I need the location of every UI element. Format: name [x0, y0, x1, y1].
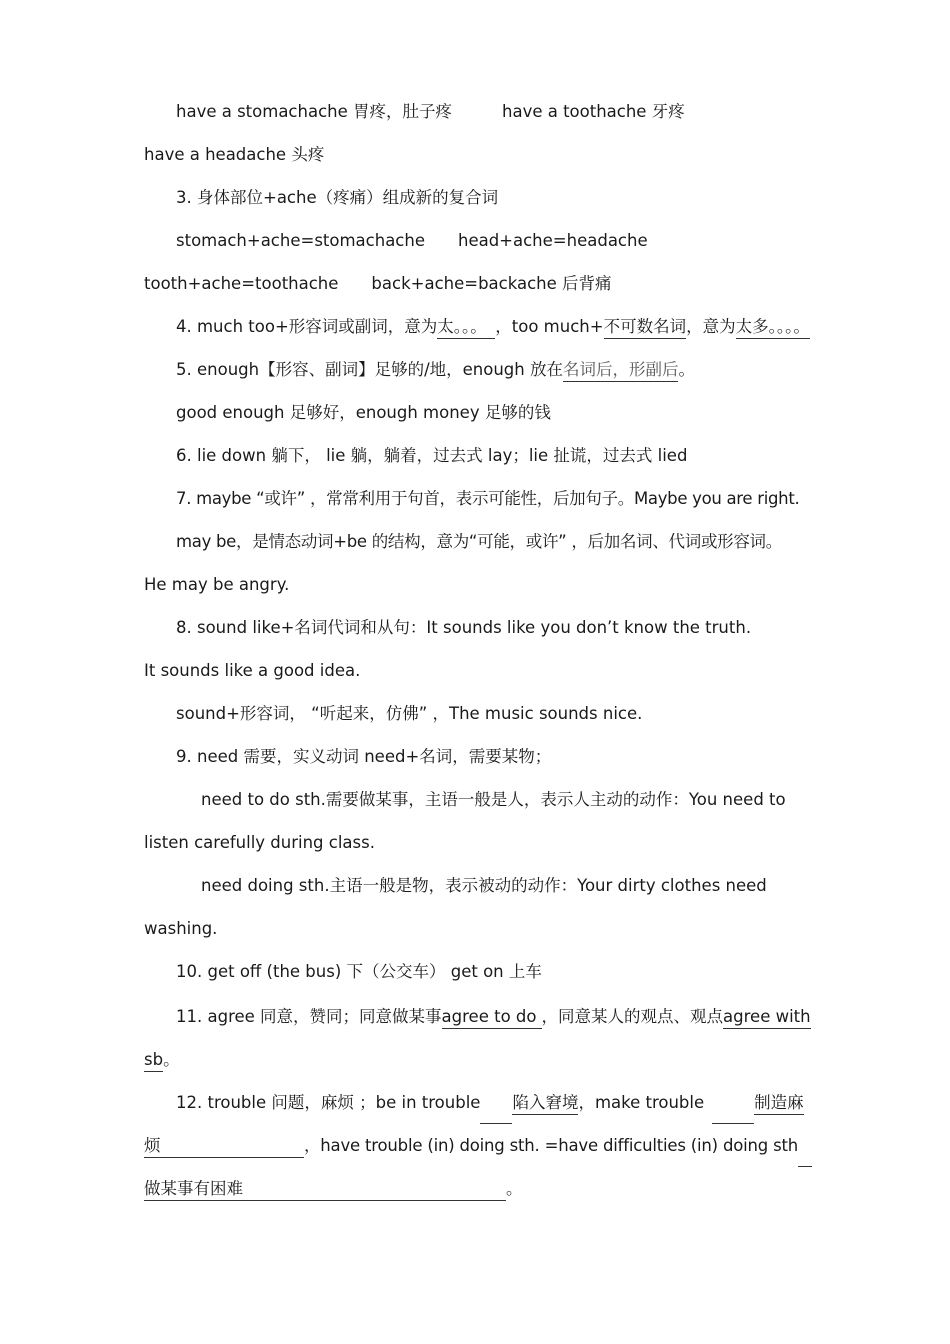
text-line: washing.	[144, 919, 218, 938]
phrase-stomachache: have a stomachache 胃疼，肚子疼	[176, 102, 452, 121]
numbered-item-6: 6. lie down 躺下， lie 躺，躺着，过去式 lay；lie 扯谎，过去式 lied	[176, 446, 688, 465]
blank-line	[798, 1144, 812, 1167]
answer-underline: 名词后，形副后	[563, 359, 679, 382]
text-line: He may be angry.	[144, 575, 290, 594]
text-line: 做某事有困难 。	[144, 1167, 812, 1210]
numbered-item-7: 7. maybe “或许” ，常常利用于句首，表示可能性，后加句子。Maybe you are right.	[176, 489, 800, 508]
numbered-item-8: 8. sound like+名词代词和从句：It sounds like you don’t know the truth.	[176, 618, 752, 637]
blank-line	[712, 1101, 754, 1124]
answer-underline: sb	[144, 1049, 163, 1072]
answer-underline: 太。。。	[437, 316, 495, 339]
text-line: good enough 足够好，enough money 足够的钱	[176, 403, 551, 422]
text-line: need doing sth.主语一般是物，表示被动的动作：Your dirty clothes need	[201, 876, 767, 895]
answer-underline: agree with	[723, 1006, 811, 1029]
phrase-toothache: have a toothache 牙疼	[502, 102, 685, 121]
answer-underline: 陷入窘境	[512, 1092, 578, 1115]
text-line: stomach+ache=stomachache head+ache=headache	[176, 231, 648, 250]
answer-underline: 做某事有困难	[144, 1178, 506, 1201]
numbered-item-5: 5. enough【形容、副词】足够的/地，enough 放在名词后，形副后。	[144, 348, 844, 391]
numbered-item-4: 4. much too+形容词或副词，意为太。。。 ，too much+不可数名词，意为太多。。。。	[144, 305, 844, 348]
text-line: sound+形容词， “听起来，仿佛” ，The music sounds nice.	[176, 704, 643, 723]
text-line	[144, 90, 844, 133]
answer-underline: 不可数名词	[604, 316, 687, 339]
text-line: listen carefully during class.	[144, 833, 375, 852]
numbered-item-3: 3. 身体部位+ache（疼痛）组成新的复合词	[176, 188, 499, 207]
answer-underline: 太多。。。。	[736, 316, 810, 339]
numbered-item-9: 9. need 需要，实义动词 need+名词，需要某物；	[176, 747, 552, 766]
text-line: sb。	[144, 1038, 812, 1081]
text-line: tooth+ache=toothache back+ache=backache 后背痛	[144, 274, 612, 293]
text-line: It sounds like a good idea.	[144, 661, 361, 680]
text-line: need to do sth.需要做某事，主语一般是人，表示人主动的动作：You need to	[201, 790, 786, 809]
answer-underline: 烦	[144, 1135, 304, 1158]
text-line: may be，是情态动词+be 的结构，意为“可能，或许” ，后加名词、代词或形容词。	[176, 532, 782, 551]
numbered-item-10: 10. get off (the bus) 下（公交车） get on 上车	[176, 962, 542, 981]
phrase-headache: have a headache 头疼	[144, 145, 325, 164]
text-line: 烦 ，have trouble (in) doing sth. =have difficulties (in) doing sth	[144, 1124, 812, 1167]
answer-underline: agree to do	[442, 1006, 542, 1029]
numbered-item-11: 11. agree 同意，赞同；同意做某事agree to do ，同意某人的观点、观点agree with	[144, 995, 844, 1038]
blank-line	[480, 1101, 512, 1124]
answer-underline: 制造麻	[754, 1092, 804, 1115]
text-line	[144, 133, 812, 176]
numbered-item-12: 12. trouble 问题，麻烦 ；be in trouble 陷入窘境，make trouble 制造麻	[144, 1081, 844, 1124]
